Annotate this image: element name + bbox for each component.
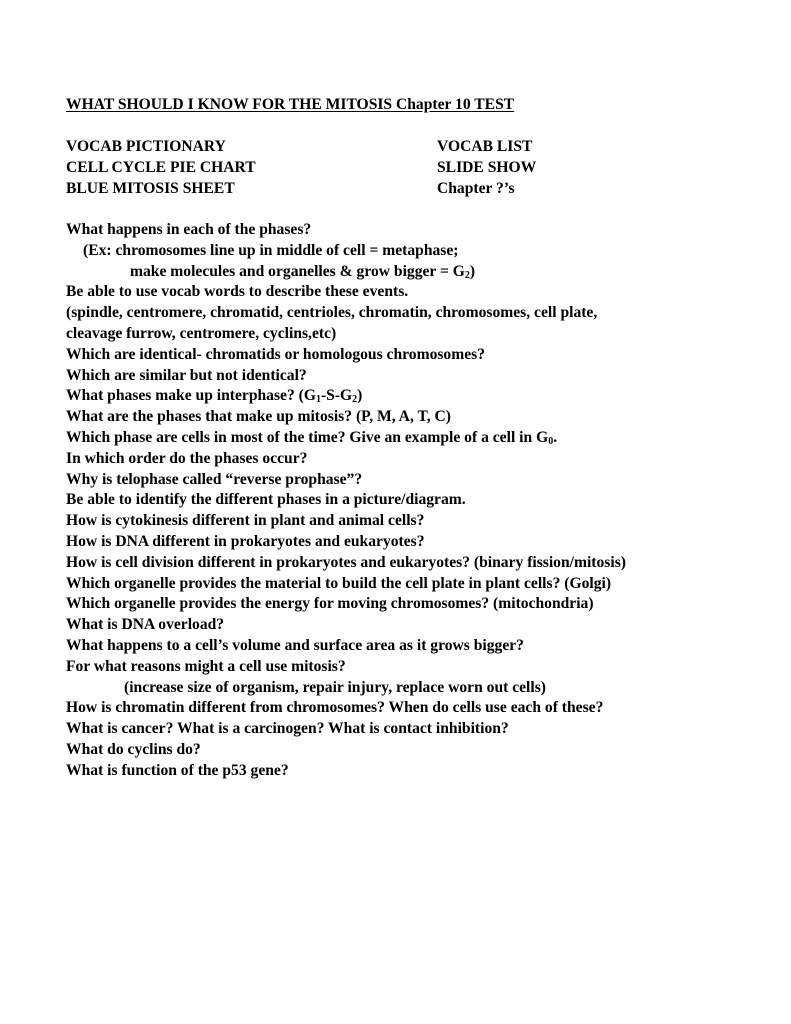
question-line: [66, 428, 766, 449]
material-item: BLUE MITOSIS SHEET: [66, 180, 235, 197]
question-line: What is cancer? What is a carcinogen? What is contact inhibition?: [66, 720, 509, 738]
vocab-list-line: (spindle, centromere, chromatid, centrioles, chromatin, chromosomes, cell plate,: [66, 304, 598, 322]
question-line: What is function of the p53 gene?: [66, 761, 289, 779]
question-line: In which order do the phases occur?: [66, 449, 308, 467]
question-text: -S-G: [320, 387, 353, 405]
question-line: Which are identical- chromatids or homologous chromosomes?: [66, 345, 486, 363]
material-item: VOCAB PICTIONARY: [66, 138, 226, 155]
example-text: make molecules and organelles & grow bigger = G: [130, 262, 465, 280]
question-line: Be able to identify the different phases in a picture/diagram.: [66, 491, 466, 509]
question-line: Which organelle provides the material to build the cell plate in plant cells? (Golgi): [66, 574, 612, 592]
example-line: (Ex: chromosomes line up in middle of cell = metaphase;: [83, 241, 459, 259]
subscript: 2: [352, 394, 358, 406]
material-item: Chapter ?’s: [437, 180, 515, 197]
materials-list-right: [437, 136, 536, 199]
question-line: What are the phases that make up mitosis? (P, M, A, T, C): [66, 408, 451, 426]
subscript: 1: [315, 394, 321, 406]
question-text: ): [357, 387, 363, 405]
materials-list-left: [66, 136, 256, 199]
question-line: Why is telophase called “reverse prophase”?: [66, 470, 363, 488]
question-line: What is DNA overload?: [66, 616, 225, 634]
question-line: What happens to a cell’s volume and surface area as it grows bigger?: [66, 636, 524, 654]
subscript: 2: [464, 269, 470, 281]
question-line: What do cyclins do?: [66, 740, 201, 758]
question-line: Which organelle provides the energy for moving chromosomes? (mitochondria): [66, 595, 594, 613]
subscript: 0: [548, 435, 554, 447]
question-text: .: [553, 428, 558, 446]
material-item: CELL CYCLE PIE CHART: [66, 159, 256, 176]
question-line: How is DNA different in prokaryotes and eukaryotes?: [66, 532, 425, 550]
material-item: VOCAB LIST: [437, 138, 533, 155]
question-line: How is cell division different in prokaryotes and eukaryotes? (binary fission/mitosis): [66, 553, 626, 571]
page-title: WHAT SHOULD I KNOW FOR THE MITOSIS Chapter 10 TEST: [66, 96, 515, 113]
question-line: Be able to use vocab words to describe these events.: [66, 283, 409, 301]
question-line: [66, 386, 766, 407]
example-text: ): [469, 262, 476, 280]
material-item: SLIDE SHOW: [437, 159, 537, 176]
question-line: What happens in each of the phases?: [66, 221, 312, 238]
vocab-list-line: cleavage furrow, centromere, cyclins,etc): [66, 324, 337, 342]
question-text: What phases make up interphase? (G: [66, 387, 316, 405]
question-line: Which are similar but not identical?: [66, 366, 307, 384]
question-list: [66, 220, 766, 782]
question-line: How is chromatin different from chromosomes? When do cells use each of these?: [66, 699, 604, 717]
reasons-list-line: (increase size of organism, repair injury, replace worn out cells): [124, 678, 546, 696]
question-line: How is cytokinesis different in plant and animal cells?: [66, 512, 425, 530]
example-line: [66, 262, 766, 283]
question-text: Which phase are cells in most of the time? Give an example of a cell in G: [66, 428, 549, 446]
question-line: For what reasons might a cell use mitosis?: [66, 657, 346, 675]
